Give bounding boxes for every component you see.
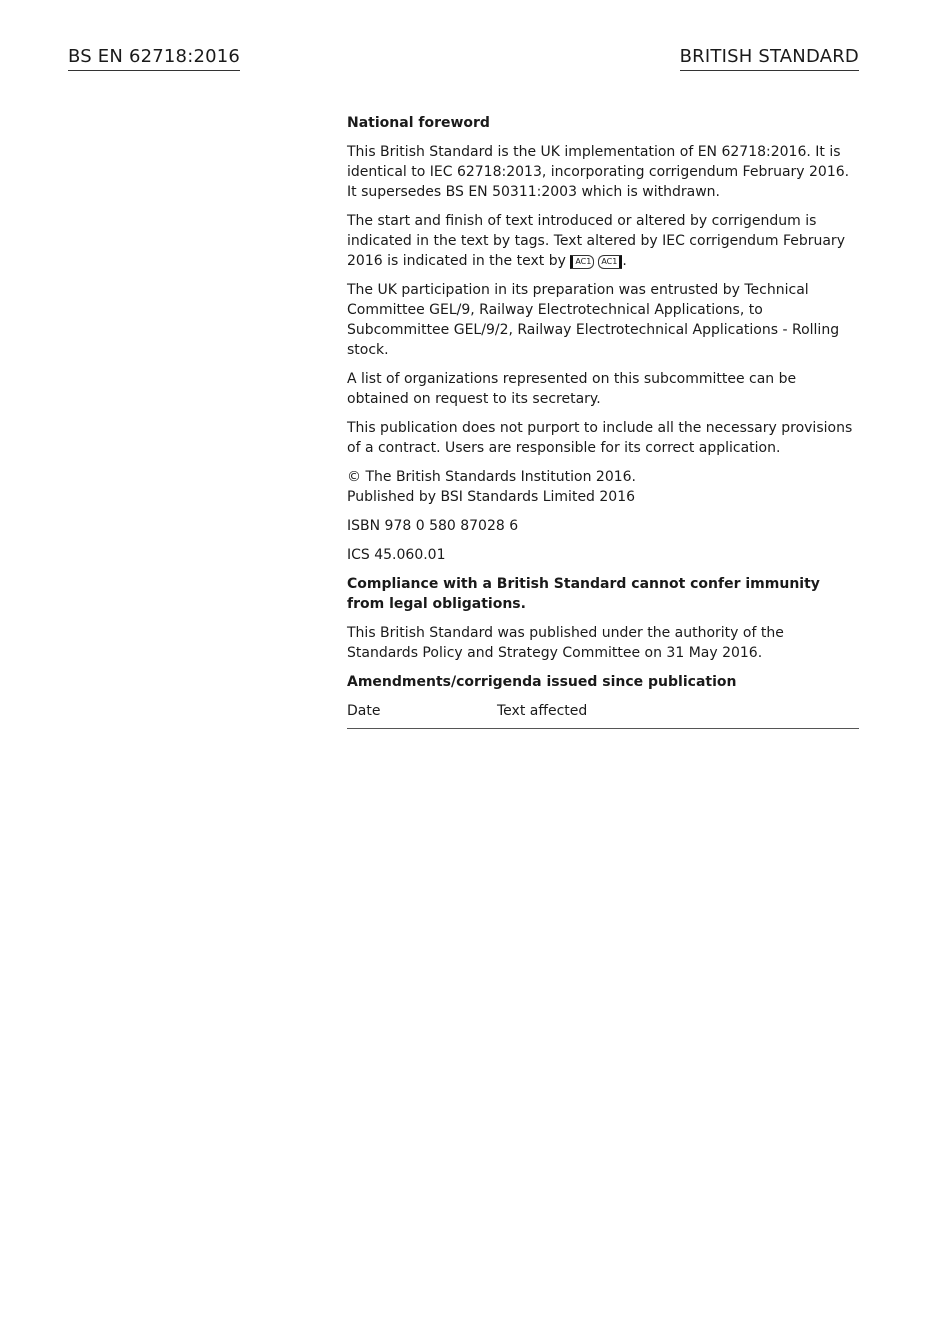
ac1-close-tag-icon: AC1 <box>598 255 622 269</box>
foreword-para-corrigendum <box>347 211 859 271</box>
foreword-para-disclaimer: This publication does not purport to include all the necessary provisions of a contract. Users are responsible for its correct application. <box>347 420 853 456</box>
amendments-title: Amendments/corrigenda issued since publication <box>347 674 737 690</box>
amendments-table <box>347 701 859 729</box>
foreword-title: National foreword <box>347 115 490 131</box>
column-header-date: Date <box>347 701 497 729</box>
foreword-copyright-block <box>347 467 859 507</box>
column-header-text-affected: Text affected <box>497 701 859 729</box>
publisher-line: Published by BSI Standards Limited 2016 <box>347 489 636 505</box>
foreword-para-implementation: This British Standard is the UK implementation of EN 62718:2016. It is identical to IEC 62718:2013, incorporating corrigendum February 2016. It supersedes BS EN 50311:2003 which is withdrawn. <box>347 144 850 200</box>
foreword-para-organizations: A list of organizations represented on this subcommittee can be obtained on request to its secretary. <box>347 371 797 407</box>
corrigendum-text: The start and finish of text introduced or altered by corrigendum is indicated in the text by tags. Text altered by IEC corrigendum February 2016 is indicated in the text by <box>347 213 845 269</box>
document-number: BS EN 62718:2016 <box>68 46 240 71</box>
compliance-notice: Compliance with a British Standard cannot confer immunity from legal obligations. <box>347 576 820 612</box>
authority-statement: This British Standard was published under the authority of the Standards Policy and Strategy Committee on 31 May 2016. <box>347 625 784 661</box>
ac1-open-tag-icon: AC1 <box>570 255 594 269</box>
national-foreword <box>347 113 859 729</box>
isbn: ISBN 978 0 580 87028 6 <box>347 518 519 534</box>
amendments-table-header-row <box>347 701 859 729</box>
document-type: BRITISH STANDARD <box>680 46 859 71</box>
foreword-para-participation: The UK participation in its preparation was entrusted by Technical Committee GEL/9, Railway Electrotechnical Applications, to Subcommittee GEL/9/2, Railway Electrotechnical Applications - Rolling stock. <box>347 282 840 358</box>
copyright-line: © The British Standards Institution 2016. <box>347 469 637 485</box>
corrigendum-end: . <box>622 253 627 269</box>
ics-code: ICS 45.060.01 <box>347 547 446 563</box>
